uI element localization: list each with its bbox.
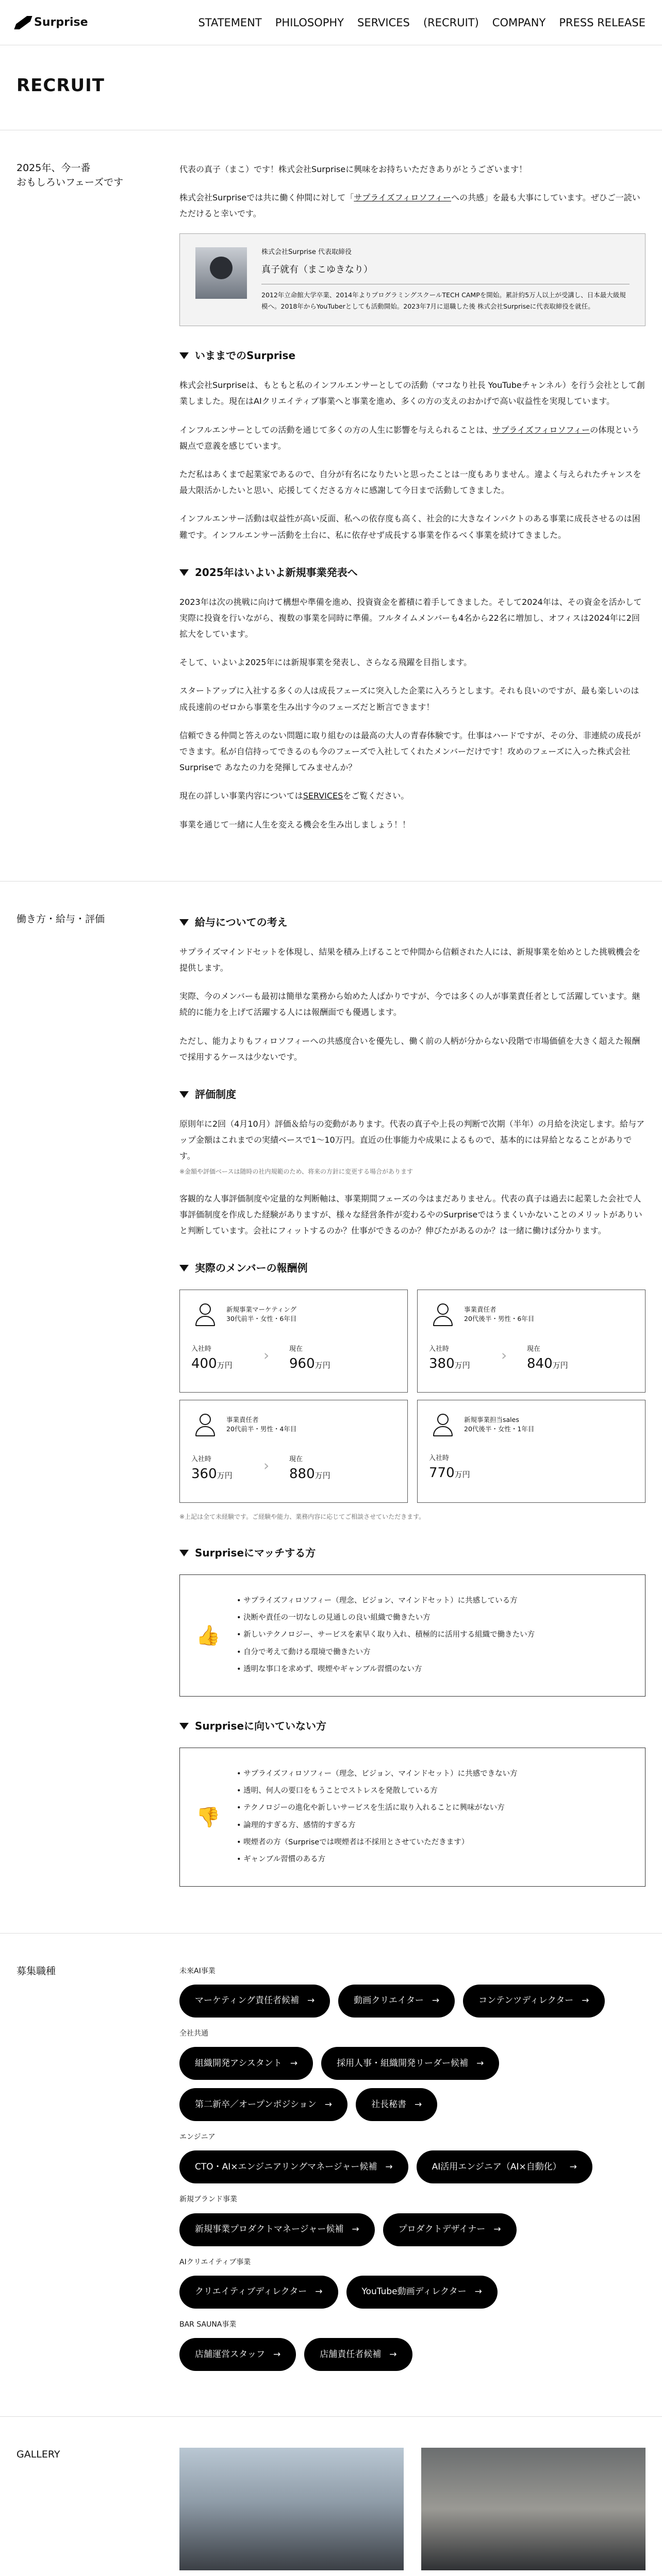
- intro-philosophy-text: 株式会社Surpriseでは共に働く仲間に対して「サプライズフィロソフィーへの共感」を最も大事にしています。ぜひご一読いただけると幸いです。: [179, 193, 640, 219]
- job-group: [179, 2256, 646, 2309]
- job-button[interactable]: 店舗責任者候補 →: [304, 2338, 412, 2371]
- chevron-right-icon: ›: [501, 1347, 507, 1364]
- from-label: 入社時: [191, 1345, 212, 1353]
- job-button[interactable]: AI活用エンジニア（AI×自動化） →: [417, 2150, 592, 2183]
- heading-evaluation: 評価制度: [179, 1084, 646, 1105]
- intro-section: [0, 130, 662, 882]
- heading-2025: 2025年はいよいよ新規事業発表へ: [179, 563, 646, 583]
- nav-recruit[interactable]: (RECRUIT): [423, 16, 479, 29]
- person-icon: [191, 1411, 219, 1438]
- job-button[interactable]: 動画クリエイター →: [338, 1985, 455, 2018]
- arrow-right-icon: →: [290, 2058, 298, 2069]
- gallery-photo: [179, 2448, 404, 2570]
- plan-p2: そして、いよいよ2025年には新規事業を発表し、さらなる飛躍を目指します。: [179, 657, 472, 668]
- gallery-item: [179, 2448, 404, 2576]
- closing-text: 事業を通じて一緒に人生を変える機会を生み出しましょう！！: [179, 819, 411, 829]
- evaluation-p2: 客観的な人事評価制度や定量的な判断軸は、事業期間フェーズの今はまだありません。代表の真子は過去に起業した会社で人事評価制度を作成した経験がありますが、様々な経営条件が変わるやのSurpriseではうまくいかないことのメリットがありいと判断しています。会社にフィットするのか？仕事ができるのか？伸びたがあるのか？は一緒に働けば分かります。: [179, 1193, 642, 1236]
- gallery-photo: [421, 2448, 646, 2570]
- from-label: 入社時: [191, 1455, 212, 1464]
- jobs-body: [179, 1964, 646, 2381]
- arrow-right-icon: →: [389, 2349, 397, 2360]
- member-profile: 20代後半・男性・6年目: [464, 1315, 535, 1323]
- brand-logo[interactable]: [16, 16, 88, 29]
- member-role: 新規事業マーケティング: [226, 1305, 297, 1313]
- list-item: • ギャンブル習慣のある方: [237, 1851, 518, 1868]
- list-item: • サプライズフィロソフィー（理念、ビジョン、マインドセット）に共感している方: [237, 1592, 535, 1609]
- plan-p3: スタートアップに入社する多くの人は成長フェーズに突入した企業に入ろうとします。それも良いのですが、最も楽しいのは成長速前のゼロから事業を生み出す今のフェーズだと断言できます！: [179, 686, 639, 712]
- job-button[interactable]: YouTube動画ディレクター →: [346, 2276, 498, 2309]
- intro-label: 2025年、今一番 おもしろいフェーズです: [16, 162, 124, 188]
- work-section: [0, 882, 662, 1934]
- job-group-label: 全社共通: [179, 2029, 208, 2038]
- main-nav: [198, 16, 646, 29]
- compensation-examples: [179, 1290, 646, 1503]
- member-card: 事業責任者 20代前半・男性・4年目 入社時 360万円 › 現在 880万円: [179, 1400, 408, 1503]
- job-group: [179, 2193, 646, 2246]
- heading-compensation: 実際のメンバーの報酬例: [179, 1258, 646, 1278]
- salary-p1: サプライズマインドセットを体現し、結果を積み上げることで仲間から信頼された人には、新規事業を始めとした挑戦機会を提供します。: [179, 946, 641, 973]
- triangle-down-icon: [179, 1265, 189, 1272]
- gallery-item: [421, 2448, 646, 2576]
- salary-p2: 実際、今のメンバーも最初は簡単な業務から始めた人ばかりですが、今では多くの人が事業責任者として活躍しています。継続的に能力を上げて活躍する人には報酬面でも優遇します。: [179, 991, 640, 1018]
- member-card: 新規事業担当sales 20代後半・女性・1年目 入社時 770万円: [417, 1400, 646, 1503]
- plan-p4: 信頼できる仲間と答えのない問題に取り組むのは最高の大人の青春体験です。仕事はハードですが、その分、非連続の成長ができます。私が自信持ってできるのも今のフェーズで入社してくれたメンバーだけです！攻めのフェーズに入った株式会社Surpriseで あなたの力を発揮してみませんか？: [179, 730, 641, 773]
- arrow-right-icon: →: [273, 2349, 281, 2360]
- member-profile: 20代前半・男性・4年目: [226, 1425, 297, 1433]
- work-label: 働き方・給与・評価: [16, 913, 105, 925]
- list-item: • テクノロジーの進化や新しいサービスを生活に取り入れることに興味がない方: [237, 1800, 518, 1817]
- arrow-right-icon: →: [493, 2224, 501, 2235]
- list-item: • 透明な事口を求めず、喫煙やギャンブル習慣のない方: [237, 1661, 535, 1678]
- plan-p1: 2023年は次の挑戦に向けて構想や準備を進め、投資資金を蓄積に着手してきました。そして2024年は、その資金を活かして実際に投資を行いながら、複数の事業を同時に準備。フルタイムメンバーも4名から22名に増加し、オフィスは2024年に2回拡大をしています。: [179, 597, 642, 639]
- from-salary: 380: [429, 1355, 455, 1371]
- list-item: • 透明、何人の要口をもうことでストレスを発散している方: [237, 1783, 518, 1800]
- chevron-right-icon: ›: [263, 1457, 270, 1475]
- thumbs-down-icon: 👎: [196, 1805, 221, 1828]
- to-salary: 840: [527, 1355, 553, 1371]
- to-label: 現在: [289, 1345, 303, 1353]
- salary-p3: ただし、能力よりもフィロソフィーへの共感度合いを優先し、働く前の人柄が分からない段階で市場価値を大きく超えた報酬で採用するケースは少ないです。: [179, 1036, 640, 1062]
- philosophy-link-2[interactable]: サプライズフィロソフィー: [492, 425, 590, 435]
- job-group-label: エンジニア: [179, 2133, 216, 2142]
- from-salary: 400: [191, 1355, 217, 1371]
- job-button[interactable]: 採用人事・組織開発リーダー候補 →: [321, 2047, 499, 2080]
- heading-not-match: Surpriseに向いていない方: [179, 1716, 646, 1736]
- job-group: [179, 2027, 646, 2121]
- history-p1: 株式会社Surpriseは、もともと私のインフルエンサーとしての活動（マコなり社長 YouTubeチャンネル）を行う会社として創業しました。現在はAIクリエイティブ事業へと事業を進め、多くの方の支えのおかげで高い収益性を実現しています。: [179, 380, 645, 406]
- nav-philosophy[interactable]: PHILOSOPHY: [275, 16, 344, 29]
- from-salary: 360: [191, 1466, 217, 1482]
- job-button[interactable]: プロダクトデザイナー →: [383, 2213, 517, 2246]
- job-group: [179, 2130, 646, 2183]
- list-item: • サプライズフィロソフィー（理念、ビジョン、マインドセット）に共感できない方: [237, 1766, 518, 1783]
- heading-salary: 給与についての考え: [179, 912, 646, 933]
- nav-press-release[interactable]: PRESS RELEASE: [559, 16, 646, 29]
- heading-history: いままでのSurprise: [179, 346, 646, 366]
- job-button[interactable]: 店舗運営スタッフ →: [179, 2338, 296, 2371]
- work-body: [179, 912, 646, 1897]
- job-group: [179, 2318, 646, 2371]
- evaluation-p1: 原則年に2回（4月10月）評価＆給与の変動があります。代表の真子や上長の判断で次期（半年）の月給を決定します。給与アップ金額はこれまでの実績ベースで1〜10万円。直近の仕事能力や成果によるもので、基本的には昇給となることがありです。: [179, 1118, 645, 1161]
- services-text: 現在の詳しい事業内容についてはSERVICESをご覧ください。: [179, 791, 409, 801]
- history-p4: インフルエンサー活動は収益性が高い反面、私への依存度も高く、社会的に大きなインパクトのある事業に成長させるのは困難です。インフルエンサー活動を土台に、私に依存せず成長する事業を作るべく事業を続けてきました。: [179, 514, 640, 540]
- heading-match: Surpriseにマッチする方: [179, 1543, 646, 1563]
- list-item: • 新しいテクノロジー、サービスを素早く取り入れ、積極的に活用する組織で働きたい方: [237, 1626, 535, 1643]
- arrow-right-icon: →: [569, 2161, 577, 2172]
- brand-name: Surprise: [34, 16, 88, 29]
- member-role: 新規事業担当sales: [464, 1415, 519, 1423]
- job-group-label: 未來AI事業: [179, 1967, 216, 1975]
- triangle-down-icon: [179, 1723, 189, 1730]
- arrow-right-icon: →: [582, 1995, 589, 2006]
- gallery-grid: [179, 2448, 646, 2576]
- arrow-right-icon: →: [352, 2224, 359, 2235]
- triangle-down-icon: [179, 1550, 189, 1556]
- job-button[interactable]: 組織開発アシスタント →: [179, 2047, 313, 2080]
- job-button[interactable]: CTO・AI×エンジニアリングマネージャー候補 →: [179, 2150, 408, 2183]
- job-group-label: 新規ブランド事業: [179, 2195, 237, 2204]
- history-p3: ただ私はあくまで起業家であるので、自分が有名になりたいと思ったことは一度もありません。違よく与えられたチャンスを最大限活かしたいと思い、応援してくださる方々に感謝して今日まで活動してきました。: [179, 469, 641, 496]
- job-button[interactable]: コンテンツディレクター →: [463, 1985, 604, 2018]
- triangle-down-icon: [179, 919, 189, 926]
- list-item: • 決断や責任の一切なしの見通しの良い組織で働きたい方: [237, 1609, 535, 1626]
- chevron-right-icon: ›: [263, 1347, 270, 1364]
- arrow-right-icon: →: [432, 1995, 440, 2006]
- triangle-down-icon: [179, 352, 189, 359]
- thumbs-up-icon: 👍: [196, 1624, 221, 1647]
- not-match-box: [179, 1748, 646, 1887]
- services-link[interactable]: SERVICES: [303, 791, 343, 801]
- ceo-profile-card: [179, 233, 646, 327]
- list-item: • 喫煙者の方（Surpriseでは喫煙者は不採用とさせていただきます）: [237, 1834, 518, 1851]
- job-group: [179, 1964, 646, 2018]
- person-icon: [429, 1300, 457, 1328]
- ceo-bio: 2012年立命館大学卒業、2014年よりプログラミングスクールTECH CAMPを開始。累計約5万人以上が受講し、日本最大級規模へ。2018年からYouTuberとしても活動開始。2023年7月に退職した後 株式会社Surpriseに代表取締役を就任。: [261, 291, 626, 311]
- jobs-label: 募集職種: [16, 1965, 56, 1977]
- brand-mark-icon: [14, 16, 32, 29]
- history-p2: インフルエンサーとしての活動を通じて多くの方の人生に影響を与えられることは、サプライズフィロソフィーの体現という観点で意義を感じています。: [179, 425, 640, 451]
- to-label: 現在: [289, 1455, 303, 1464]
- gallery-label: GALLERY: [16, 2449, 60, 2461]
- job-button[interactable]: クリエイティブディレクター →: [179, 2276, 338, 2309]
- ceo-avatar: [195, 247, 247, 299]
- job-group-label: AIクリエイティブ事業: [179, 2258, 251, 2266]
- member-role: 事業責任者: [226, 1415, 259, 1423]
- nav-statement[interactable]: STATEMENT: [198, 16, 262, 29]
- arrow-right-icon: →: [324, 2099, 332, 2110]
- match-box: [179, 1574, 646, 1697]
- site-header: [0, 0, 662, 45]
- evaluation-note: ※金額や評価ベースは随時の社内規範のため、将来の方針に変更する場合があります: [179, 1168, 413, 1176]
- job-button[interactable]: 第二新卒／オープンポジション →: [179, 2088, 347, 2121]
- person-icon: [191, 1300, 219, 1328]
- ceo-role: 株式会社Surprise 代表取締役: [261, 248, 352, 256]
- members-note: ※上記は全て未経験です。ご経験や能力、業務内容に応じてご相談させていただきます。: [179, 1513, 425, 1521]
- person-icon: [429, 1411, 457, 1438]
- list-item: • 論理的すぎる方、感情的すぎる方: [237, 1817, 518, 1834]
- member-profile: 20代後半・女性・1年目: [464, 1425, 535, 1433]
- page-title: RECRUIT: [0, 45, 662, 130]
- to-label: 現在: [527, 1345, 541, 1353]
- member-role: 事業責任者: [464, 1305, 496, 1313]
- jobs-section: [0, 1934, 662, 2417]
- ceo-name: 真子就有（まこゆきなり）: [261, 261, 630, 284]
- to-salary: 960: [289, 1355, 315, 1371]
- nav-company[interactable]: COMPANY: [492, 16, 546, 29]
- job-button[interactable]: 新規事業プロダクトマネージャー候補 →: [179, 2213, 375, 2246]
- philosophy-link[interactable]: サプライズフィロソフィー: [354, 193, 452, 203]
- intro-greeting: 代表の真子（まこ）です！株式会社Surpriseに興味をお持ちいただきありがとうございます！: [179, 164, 527, 174]
- job-group-label: BAR SAUNA事業: [179, 2320, 237, 2329]
- job-button[interactable]: 社長秘書 →: [356, 2088, 437, 2121]
- job-button[interactable]: マーケティング責任者候補 →: [179, 1985, 330, 2018]
- arrow-right-icon: →: [414, 2099, 422, 2110]
- list-item: • 自分で考えて動ける環境で働きたい方: [237, 1644, 535, 1661]
- to-salary: 880: [289, 1466, 315, 1482]
- member-card: 事業責任者 20代後半・男性・6年目 入社時 380万円 › 現在 840万円: [417, 1290, 646, 1393]
- triangle-down-icon: [179, 1091, 189, 1098]
- intro-body: [179, 161, 646, 845]
- triangle-down-icon: [179, 569, 189, 576]
- from-label: 入社時: [429, 1345, 450, 1353]
- arrow-right-icon: →: [307, 1995, 315, 2006]
- from-label: 入社時: [429, 1454, 450, 1463]
- member-profile: 30代前半・女性・6年目: [226, 1315, 297, 1323]
- arrow-right-icon: →: [385, 2161, 393, 2172]
- arrow-right-icon: →: [474, 2286, 482, 2297]
- arrow-right-icon: →: [315, 2286, 323, 2297]
- member-card: 新規事業マーケティング 30代前半・女性・6年目 入社時 400万円 › 現在 960万円: [179, 1290, 408, 1393]
- gallery-section: [0, 2417, 662, 2576]
- from-salary: 770: [429, 1465, 455, 1481]
- arrow-right-icon: →: [476, 2058, 484, 2069]
- nav-services[interactable]: SERVICES: [357, 16, 410, 29]
